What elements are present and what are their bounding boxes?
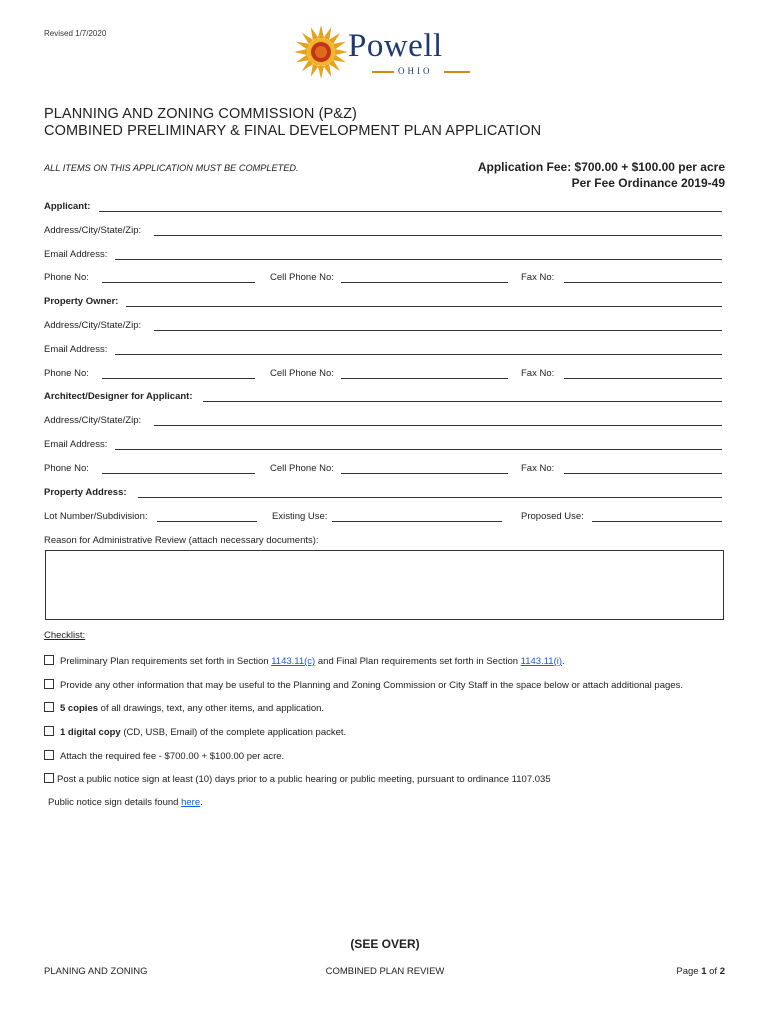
architect-address-field[interactable] xyxy=(154,425,722,426)
proposed-use-field[interactable] xyxy=(592,521,722,522)
architect-row xyxy=(44,390,722,404)
page-prefix: Page xyxy=(676,966,702,977)
checklist-heading: Checklist: xyxy=(44,630,86,641)
section-link-i[interactable]: 1143.11(i) xyxy=(520,656,563,667)
owner-address-row xyxy=(44,319,722,333)
owner-row xyxy=(44,295,722,309)
logo-wordmark: Powell xyxy=(348,28,443,64)
applicant-phone-row xyxy=(44,271,722,285)
applicant-row xyxy=(44,200,722,214)
email-label: Email Address: xyxy=(44,439,108,450)
logo-subtitle: OHIO xyxy=(398,66,433,76)
fax-label: Fax No: xyxy=(521,463,555,474)
checkbox[interactable] xyxy=(44,702,54,712)
checklist-item-digital-copy xyxy=(44,726,346,738)
reason-label: Reason for Administrative Review (attach necessary documents): xyxy=(44,535,319,546)
architect-phone-row xyxy=(44,462,722,476)
proposed-use-label: Proposed Use: xyxy=(521,511,584,522)
checklist-item-other-info xyxy=(44,679,683,691)
completion-notice: ALL ITEMS ON THIS APPLICATION MUST BE COMPLETED. xyxy=(44,163,299,173)
here-link[interactable]: here xyxy=(181,797,201,808)
owner-cell-field[interactable] xyxy=(341,378,508,379)
email-label: Email Address: xyxy=(44,249,108,260)
property-address-row xyxy=(44,486,722,500)
lot-field[interactable] xyxy=(157,521,257,522)
checklist-text: Post a public notice sign at least (10) days prior to a public hearing or public meeting, pursuant to ordinance 1107.035 xyxy=(57,774,551,785)
lot-label: Lot Number/Subdivision: xyxy=(44,511,148,522)
checklist-item-fee xyxy=(44,750,284,762)
checkbox[interactable] xyxy=(44,773,54,783)
form-title-line1: PLANNING AND ZONING COMMISSION (P&Z) xyxy=(44,106,357,122)
cell-label: Cell Phone No: xyxy=(270,368,334,379)
page-current: 1 xyxy=(701,966,707,977)
owner-email-row xyxy=(44,343,722,357)
footer-left: PLANING AND ZONING xyxy=(44,966,148,977)
footer-center: COMBINED PLAN REVIEW xyxy=(325,966,445,977)
application-fee: Application Fee: $700.00 + $100.00 per acre xyxy=(477,160,725,174)
revised-date: Revised 1/7/2020 xyxy=(44,29,107,38)
phone-label: Phone No: xyxy=(44,272,89,283)
architect-email-row xyxy=(44,438,722,452)
applicant-cell-field[interactable] xyxy=(341,282,508,283)
fax-label: Fax No: xyxy=(521,272,555,283)
owner-fax-field[interactable] xyxy=(564,378,722,379)
fax-label: Fax No: xyxy=(521,368,555,379)
sun-icon xyxy=(294,23,348,81)
checkbox[interactable] xyxy=(44,655,54,665)
address-label: Address/City/State/Zip: xyxy=(44,320,142,331)
checklist-item-plan-requirements xyxy=(44,655,565,667)
owner-email-field[interactable] xyxy=(115,354,722,355)
checkbox[interactable] xyxy=(44,726,54,736)
page-number xyxy=(676,966,725,977)
checklist-item-copies xyxy=(44,702,324,714)
existing-use-field[interactable] xyxy=(332,521,502,522)
reason-row xyxy=(44,534,722,548)
owner-phone-field[interactable] xyxy=(102,378,255,379)
owner-address-field[interactable] xyxy=(154,330,722,331)
notice-sign-details xyxy=(48,797,203,808)
owner-label: Property Owner: xyxy=(44,296,119,307)
checklist-text: Attach the required fee - $700.00 + $100.00 per acre. xyxy=(60,751,285,762)
form-title-line2: COMBINED PRELIMINARY & FINAL DEVELOPMENT PLAN APPLICATION xyxy=(44,123,542,139)
logo-rule-right xyxy=(444,71,470,73)
checklist-item-notice-sign xyxy=(44,773,551,785)
checklist-bold: 1 digital copy xyxy=(60,727,121,738)
checklist-text: of all drawings, text, any other items, and application. xyxy=(98,703,325,714)
applicant-address-field[interactable] xyxy=(154,235,722,236)
architect-field[interactable] xyxy=(203,401,722,402)
applicant-phone-field[interactable] xyxy=(102,282,255,283)
owner-phone-row xyxy=(44,367,722,381)
applicant-email-row xyxy=(44,248,722,262)
applicant-label: Applicant: xyxy=(44,201,91,212)
cell-label: Cell Phone No: xyxy=(270,463,334,474)
phone-label: Phone No: xyxy=(44,463,89,474)
checklist-text: . xyxy=(200,797,203,808)
architect-email-field[interactable] xyxy=(115,449,722,450)
reason-textarea[interactable] xyxy=(45,550,724,620)
property-address-field[interactable] xyxy=(138,497,722,498)
phone-label: Phone No: xyxy=(44,368,89,379)
architect-address-row xyxy=(44,414,722,428)
architect-fax-field[interactable] xyxy=(564,473,722,474)
applicant-fax-field[interactable] xyxy=(564,282,722,283)
fee-ordinance: Per Fee Ordinance 2019-49 xyxy=(571,176,725,190)
checklist-text: (CD, USB, Email) of the complete application packet. xyxy=(120,727,347,738)
checklist-text: Provide any other information that may be useful to the Planning and Zoning Commission or City Staff in the space below or attach additional pages. xyxy=(60,680,683,691)
architect-cell-field[interactable] xyxy=(341,473,508,474)
architect-phone-field[interactable] xyxy=(102,473,255,474)
owner-field[interactable] xyxy=(126,306,722,307)
applicant-field[interactable] xyxy=(99,211,722,212)
checklist-text: . xyxy=(562,656,565,667)
checkbox[interactable] xyxy=(44,750,54,760)
checklist-bold: 5 copies xyxy=(60,703,99,714)
architect-label: Architect/Designer for Applicant: xyxy=(44,391,193,402)
page-of: of xyxy=(706,966,720,977)
checkbox[interactable] xyxy=(44,679,54,689)
address-label: Address/City/State/Zip: xyxy=(44,415,142,426)
address-label: Address/City/State/Zip: xyxy=(44,225,142,236)
existing-use-label: Existing Use: xyxy=(272,511,328,522)
applicant-address-row xyxy=(44,224,722,238)
checklist-text: Public notice sign details found xyxy=(48,797,182,808)
lot-row xyxy=(44,510,722,524)
page-total: 2 xyxy=(719,966,725,977)
section-link-c[interactable]: 1143.11(c) xyxy=(271,656,316,667)
checklist-text: Preliminary Plan requirements set forth in Section xyxy=(60,656,272,667)
logo-rule-left xyxy=(372,71,394,73)
email-label: Email Address: xyxy=(44,344,108,355)
applicant-email-field[interactable] xyxy=(115,259,722,260)
see-over-note: (SEE OVER) xyxy=(350,937,420,951)
checklist-text: and Final Plan requirements set forth in Section xyxy=(315,656,521,667)
powell-logo xyxy=(294,23,484,83)
property-address-label: Property Address: xyxy=(44,487,127,498)
cell-label: Cell Phone No: xyxy=(270,272,334,283)
